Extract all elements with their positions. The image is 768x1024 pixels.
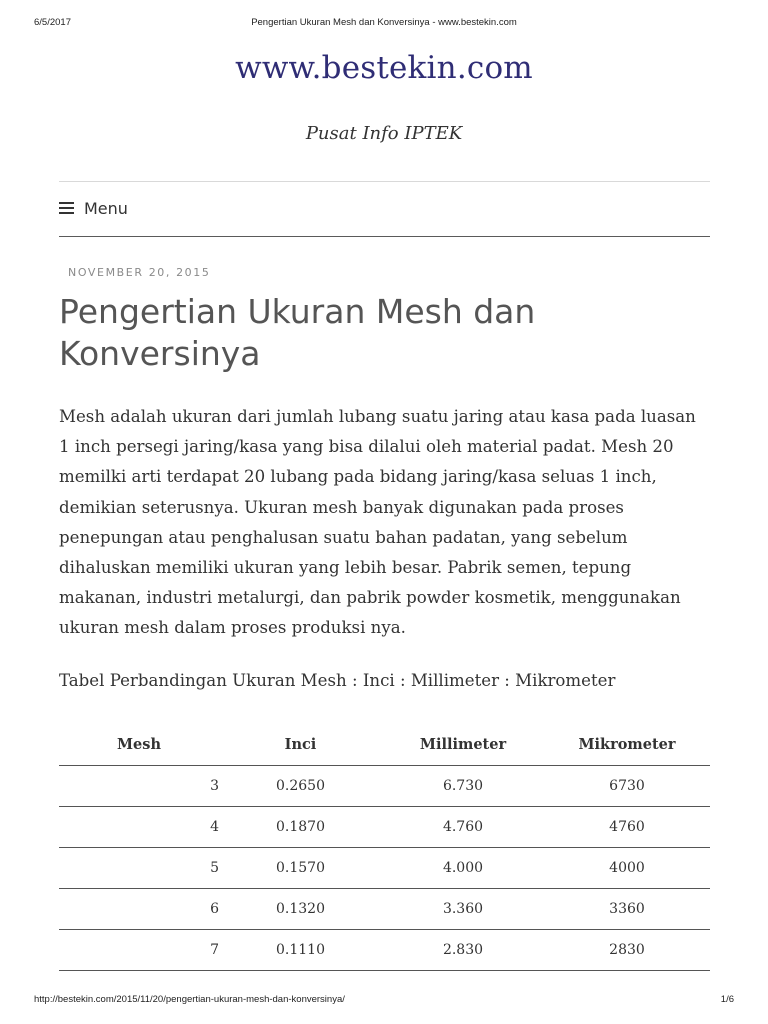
print-footer xyxy=(0,994,768,1008)
table-row xyxy=(59,766,710,807)
mesh-conversion-table xyxy=(59,723,710,971)
cell-mesh: 3 xyxy=(59,766,219,807)
cell-mesh: 6 xyxy=(59,889,219,930)
cell-millimeter: 3.360 xyxy=(382,889,544,930)
table-row xyxy=(59,848,710,889)
print-url: http://bestekin.com/2015/11/20/pengertian-ukuran-mesh-dan-konversinya/ xyxy=(34,994,345,1005)
print-document-title: Pengertian Ukuran Mesh dan Konversinya - www.bestekin.com xyxy=(251,17,517,28)
cell-mikrometer: 4760 xyxy=(544,807,710,848)
site-title-link[interactable]: www.bestekin.com xyxy=(235,50,533,86)
cell-millimeter: 6.730 xyxy=(382,766,544,807)
post-title: Pengertian Ukuran Mesh dan Konversinya xyxy=(59,292,536,373)
table-caption: Tabel Perbandingan Ukuran Mesh : Inci : Millimeter : Mikrometer xyxy=(59,671,616,690)
nav-divider xyxy=(59,236,710,237)
cell-inci: 0.2650 xyxy=(219,766,382,807)
cell-mikrometer: 6730 xyxy=(544,766,710,807)
print-header xyxy=(0,17,768,31)
hamburger-icon xyxy=(59,202,74,214)
cell-mesh: 5 xyxy=(59,848,219,889)
menu-toggle-button[interactable] xyxy=(59,196,128,220)
cell-millimeter: 2.830 xyxy=(382,930,544,971)
column-header-inci: Inci xyxy=(219,723,382,766)
cell-inci: 0.1320 xyxy=(219,889,382,930)
cell-millimeter: 4.760 xyxy=(382,807,544,848)
cell-mikrometer: 3360 xyxy=(544,889,710,930)
cell-mikrometer: 2830 xyxy=(544,930,710,971)
cell-mesh: 7 xyxy=(59,930,219,971)
column-header-millimeter: Millimeter xyxy=(382,723,544,766)
column-header-mikrometer: Mikrometer xyxy=(544,723,710,766)
site-tagline: Pusat Info IPTEK xyxy=(305,123,463,144)
menu-label: Menu xyxy=(84,198,128,218)
header-divider xyxy=(59,181,710,182)
cell-millimeter: 4.000 xyxy=(382,848,544,889)
post-date-link[interactable]: NOVEMBER 20, 2015 xyxy=(68,266,211,279)
cell-inci: 0.1870 xyxy=(219,807,382,848)
cell-inci: 0.1570 xyxy=(219,848,382,889)
post-body: Mesh adalah ukuran dari jumlah lubang suatu jaring atau kasa pada luasan 1 inch persegi jaring/kasa yang bisa dilalui oleh material padat. Mesh 20 memilki arti terdapat 20 lubang pada bidang jaring/kasa seluas 1 inch, demikian seterusnya. Ukuran mesh banyak digunakan pada proses penepungan atau penghalusan suatu bahan padatan, yang sebelum dihaluskan memiliki ukuran yang lebih besar. Pabrik semen, tepung makanan, industri metalurgi, dan pabrik powder kosmetik, menggunakan ukuran mesh dalam proses produksi nya. xyxy=(59,407,696,638)
table-row xyxy=(59,889,710,930)
cell-inci: 0.1110 xyxy=(219,930,382,971)
cell-mesh: 4 xyxy=(59,807,219,848)
print-date: 6/5/2017 xyxy=(34,17,71,28)
column-header-mesh: Mesh xyxy=(59,723,219,766)
table-row xyxy=(59,930,710,971)
cell-mikrometer: 4000 xyxy=(544,848,710,889)
table-header-row xyxy=(59,723,710,766)
print-page-number: 1/6 xyxy=(720,994,734,1005)
table-row xyxy=(59,807,710,848)
